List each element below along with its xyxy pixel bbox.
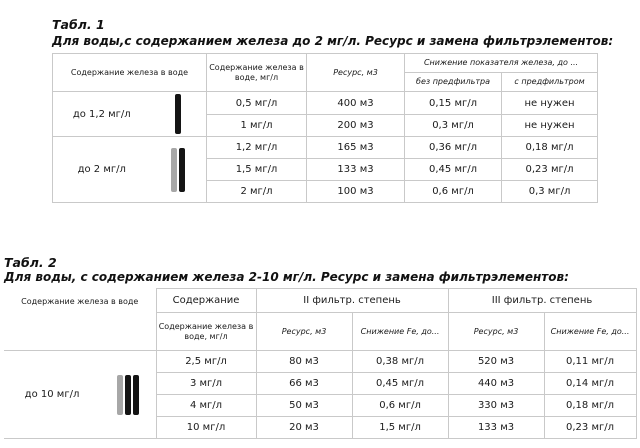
- t2-cell-red2: 0,6 мг/л: [352, 395, 448, 417]
- t2-header-iron: Содержание железа в воде: [4, 289, 156, 351]
- t1-cell-content: 1 мг/л: [207, 115, 307, 137]
- t1-cell-content: 2 мг/л: [207, 181, 307, 203]
- table1-title: Табл. 1: [52, 17, 105, 32]
- t1-cell-content: 1,2 мг/л: [207, 137, 307, 159]
- t2-cell-res3: 520 м3: [448, 351, 544, 373]
- t1-cell-with: не нужен: [502, 92, 598, 115]
- t1-cell-with: 0,23 мг/л: [502, 159, 598, 181]
- t1-cell-resource: 133 м3: [307, 159, 405, 181]
- t1-cell-without: 0,15 мг/л: [405, 92, 502, 115]
- t2-cell-res3: 133 м3: [448, 417, 544, 439]
- t2-cell-red2: 0,38 мг/л: [352, 351, 448, 373]
- table-row: [4, 351, 636, 373]
- t1-cell-content: 0,5 мг/л: [207, 92, 307, 115]
- t2-cell-red3: 0,11 мг/л: [544, 351, 636, 373]
- t1-cell-without: 0,3 мг/л: [405, 115, 502, 137]
- table-row: [53, 92, 598, 115]
- table1: [52, 53, 598, 203]
- gray-black-black-cartridges-icon: [100, 351, 156, 439]
- table2-subtitle: Для воды, с содержанием железа 2-10 мг/л. Ресурс и замена фильтрэлементов:: [4, 270, 569, 284]
- t2-cell-content: 3 мг/л: [156, 373, 256, 395]
- t1-header-content: Содержание железа в воде, мг/л: [207, 54, 307, 92]
- t2-header-content-top: Содержание: [156, 289, 256, 313]
- t1-group1-label: до 1,2 мг/л: [53, 92, 151, 137]
- t1-header-without: без предфильтра: [405, 73, 502, 92]
- t1-group2-label: до 2 мг/л: [53, 137, 151, 203]
- t2-cell-res3: 440 м3: [448, 373, 544, 395]
- t1-cell-resource: 400 м3: [307, 92, 405, 115]
- t2-cell-res2: 80 м3: [256, 351, 352, 373]
- black-cartridge-icon: [151, 92, 207, 137]
- t1-cell-with: не нужен: [502, 115, 598, 137]
- t1-cell-resource: 165 м3: [307, 137, 405, 159]
- t1-cell-content: 1,5 мг/л: [207, 159, 307, 181]
- t2-cell-res3: 330 м3: [448, 395, 544, 417]
- t2-header-resource2: Ресурс, м3: [256, 313, 352, 351]
- t2-header-stage3: III фильтр. степень: [448, 289, 636, 313]
- t2-header-resource3: Ресурс, м3: [448, 313, 544, 351]
- t1-header-iron: Содержание железа в воде: [53, 54, 207, 92]
- t2-header-content: Содержание железа в воде, мг/л: [156, 313, 256, 351]
- gray-black-cartridges-icon: [151, 137, 207, 203]
- t2-cell-red3: 0,14 мг/л: [544, 373, 636, 395]
- t2-cell-content: 2,5 мг/л: [156, 351, 256, 373]
- t1-cell-without: 0,6 мг/л: [405, 181, 502, 203]
- t2-cell-content: 4 мг/л: [156, 395, 256, 417]
- t2-header-reduction3: Снижение Fe, до...: [544, 313, 636, 351]
- t2-cell-res2: 66 м3: [256, 373, 352, 395]
- table-row: [53, 137, 598, 159]
- t2-cell-res2: 20 м3: [256, 417, 352, 439]
- t1-header-with: с предфильтром: [502, 73, 598, 92]
- t1-cell-with: 0,3 мг/л: [502, 181, 598, 203]
- t2-cell-red2: 1,5 мг/л: [352, 417, 448, 439]
- t2-cell-content: 10 мг/л: [156, 417, 256, 439]
- t2-cell-red3: 0,18 мг/л: [544, 395, 636, 417]
- t1-cell-without: 0,36 мг/л: [405, 137, 502, 159]
- t1-cell-resource: 100 м3: [307, 181, 405, 203]
- table1-subtitle: Для воды,с содержанием железа до 2 мг/л. Ресурс и замена фильтрэлементов:: [52, 34, 614, 48]
- t1-header-resource: Ресурс, м3: [307, 54, 405, 92]
- t2-cell-red2: 0,45 мг/л: [352, 373, 448, 395]
- t2-header-stage2: II фильтр. степень: [256, 289, 448, 313]
- table2: [4, 288, 637, 439]
- t1-cell-resource: 200 м3: [307, 115, 405, 137]
- t2-group-label: до 10 мг/л: [4, 351, 100, 439]
- t1-cell-without: 0,45 мг/л: [405, 159, 502, 181]
- t2-header-reduction2: Снижение Fe, до...: [352, 313, 448, 351]
- table2-title: Табл. 2: [4, 255, 57, 270]
- t1-cell-with: 0,18 мг/л: [502, 137, 598, 159]
- t2-cell-red3: 0,23 мг/л: [544, 417, 636, 439]
- t2-cell-res2: 50 м3: [256, 395, 352, 417]
- t1-header-reduction: Снижение показателя железа, до ...: [405, 54, 598, 73]
